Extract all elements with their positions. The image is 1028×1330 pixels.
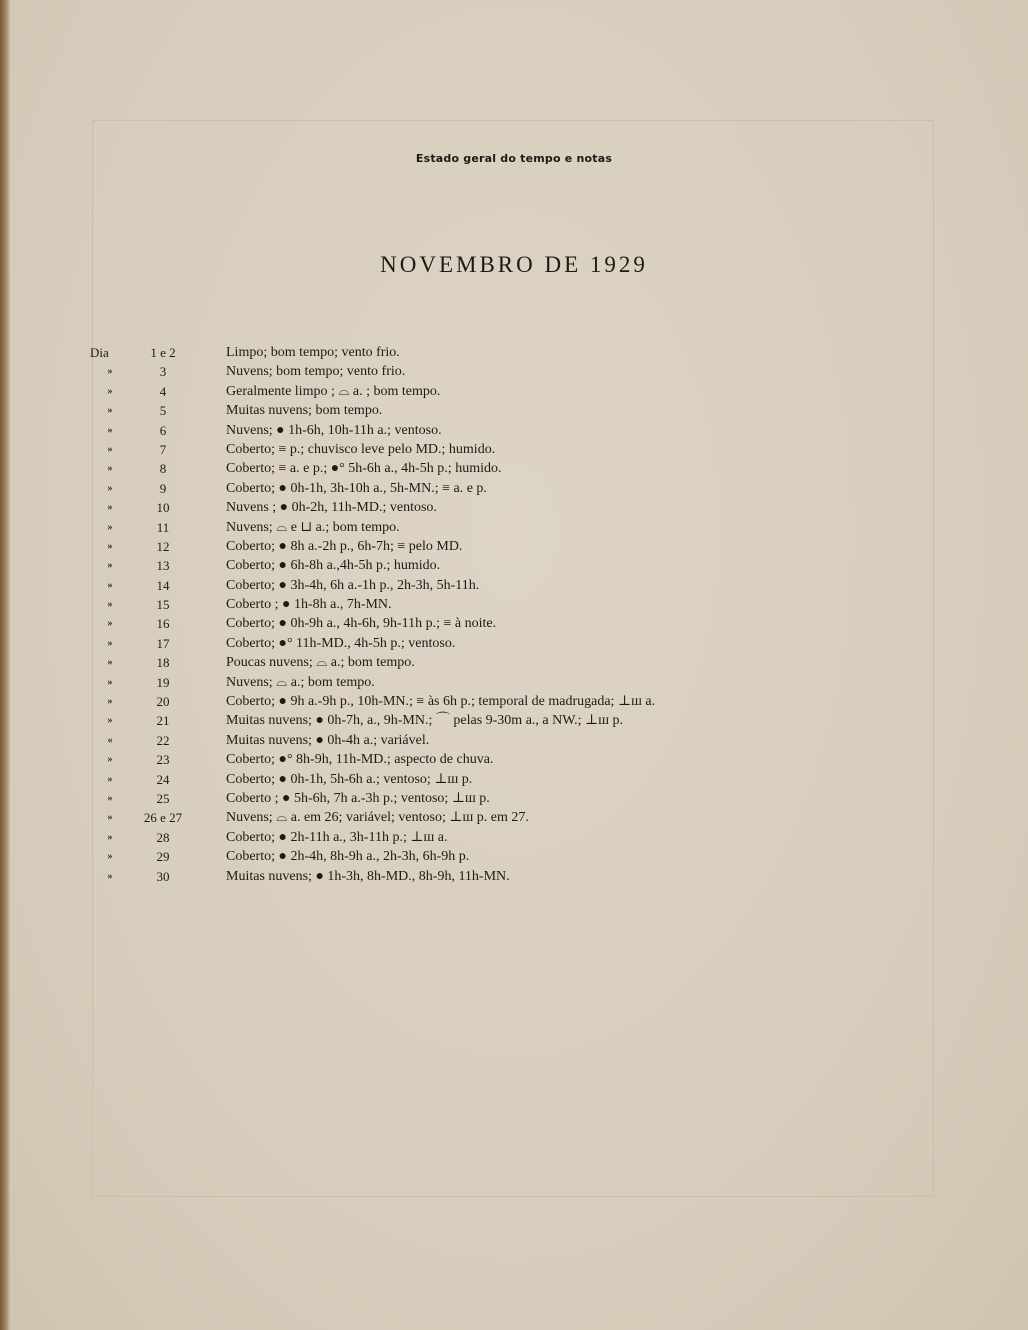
day-number: 22 — [156, 732, 170, 748]
list-item — [90, 401, 790, 420]
weather-description: Coberto; ● 8h a.-2h p., 6h-7h; ≡ pelo MD. — [226, 538, 463, 554]
ditto-mark: « — [107, 734, 113, 746]
list-item — [90, 634, 790, 653]
day-number: 9 — [159, 480, 167, 496]
list-item — [90, 673, 790, 692]
list-item — [90, 808, 790, 827]
list-item — [90, 847, 790, 866]
ditto-mark: » — [107, 637, 113, 649]
weather-description: Coberto; ● 2h-4h, 8h-9h a., 2h-3h, 6h-9h p. — [226, 849, 470, 865]
page-title: NOVEMBRO DE 1929 — [380, 252, 648, 277]
weather-description: Nuvens ; ● 0h-2h, 11h-MD.; ventoso. — [226, 500, 437, 516]
day-number: 12 — [156, 538, 170, 554]
ditto-mark: » — [107, 366, 113, 378]
weather-description: Coberto; ● 0h-9h a., 4h-6h, 9h-11h p.; ≡ à noite. — [226, 616, 497, 632]
day-number: 15 — [156, 597, 170, 613]
running-header: Estado geral do tempo e notas — [415, 152, 613, 165]
weather-description: Coberto; ● 3h-4h, 6h a.-1h p., 2h-3h, 5h-11h. — [226, 577, 480, 593]
ditto-mark: » — [107, 599, 113, 611]
list-item — [90, 731, 790, 750]
weather-description: Coberto; ● 2h-11h a., 3h-11h p.; ⊥ш a. — [226, 829, 448, 845]
list-item — [90, 440, 790, 459]
list-item — [90, 421, 790, 440]
ditto-mark: » — [107, 521, 113, 533]
ditto-mark: » — [107, 560, 113, 572]
day-number: 8 — [159, 461, 167, 477]
day-number: 30 — [156, 868, 170, 884]
day-number: 10 — [156, 500, 170, 516]
day-number: 26 e 27 — [143, 810, 183, 826]
day-number: 19 — [156, 674, 170, 690]
book-spine-edge — [0, 0, 10, 1330]
day-number: 24 — [156, 771, 170, 787]
weather-description: Coberto; ● 0h-1h, 5h-6h a.; ventoso; ⊥ш p. — [226, 771, 473, 787]
list-item — [90, 518, 790, 537]
list-item — [90, 653, 790, 672]
weather-description: Coberto; ●° 8h-9h, 11h-MD.; aspecto de chuva. — [226, 752, 494, 768]
list-item — [90, 770, 790, 789]
ditto-mark: » — [107, 676, 113, 688]
weather-description: Coberto; ●° 11h-MD., 4h-5h p.; ventoso. — [226, 635, 456, 651]
day-number: 1 e 2 — [150, 345, 176, 360]
weather-description: Coberto; ● 6h-8h a.,4h-5h p.; humido. — [226, 558, 441, 574]
ditto-mark: » — [107, 851, 113, 863]
weather-description: Coberto; ≡ p.; chuvisco leve pelo MD.; humido. — [226, 441, 496, 457]
weather-description: Coberto ; ● 5h-6h, 7h a.-3h p.; ventoso; ⊥ш p. — [226, 790, 490, 806]
day-number: 5 — [159, 403, 167, 419]
day-number: 13 — [156, 558, 170, 574]
day-number: 21 — [156, 713, 170, 729]
day-number: 29 — [156, 849, 170, 865]
weather-description: Muitas nuvens; ● 0h-4h a.; variável. — [226, 732, 430, 748]
day-number: 11 — [156, 519, 170, 535]
list-item — [90, 479, 790, 498]
weather-description: Nuvens; ⌓ a.; bom tempo. — [226, 674, 375, 690]
weather-description: Nuvens; ⌓ a. em 26; variável; ventoso; ⊥ш p. em 27. — [226, 810, 529, 826]
weather-description: Muitas nuvens; ● 0h-7h, a., 9h-MN.; ⌒ pelas 9-30m a., a NW.; ⊥ш p. — [226, 713, 624, 729]
weather-description: Coberto; ● 9h a.-9h p., 10h-MN.; ≡ às 6h p.; temporal de madrugada; ⊥ш a. — [226, 694, 656, 710]
day-number: 20 — [156, 694, 170, 710]
list-item — [90, 343, 790, 362]
ditto-mark: » — [107, 773, 113, 785]
day-number: 28 — [156, 829, 170, 845]
ditto-mark: » — [107, 405, 113, 417]
weather-description: Limpo; bom tempo; vento frio. — [226, 345, 400, 360]
ditto-mark: » — [107, 754, 113, 766]
weather-description: Geralmente limpo ; ⌓ a. ; bom tempo. — [226, 383, 441, 399]
list-item — [90, 828, 790, 847]
day-number: 17 — [156, 635, 170, 651]
list-item — [90, 382, 790, 401]
list-item — [90, 614, 790, 633]
ditto-mark: » — [107, 831, 113, 843]
day-number: 14 — [156, 577, 170, 593]
ditto-mark: » — [107, 696, 113, 708]
day-number: 23 — [156, 752, 170, 768]
ditto-mark: » — [107, 385, 113, 397]
ditto-mark: » — [107, 618, 113, 630]
day-number: 3 — [159, 364, 167, 380]
ditto-mark: » — [107, 657, 113, 669]
list-item — [90, 537, 790, 556]
list-item — [90, 556, 790, 575]
dia-label: Dia — [90, 345, 109, 360]
day-number: 18 — [156, 655, 170, 671]
weather-description: Coberto ; ● 1h-8h a., 7h-MN. — [226, 597, 392, 613]
ditto-mark: » — [107, 715, 113, 727]
list-item — [90, 692, 790, 711]
list-item — [90, 867, 790, 886]
list-item — [90, 750, 790, 769]
day-number: 4 — [159, 383, 167, 399]
weather-description: Nuvens; ● 1h-6h, 10h-11h a.; ventoso. — [226, 422, 442, 438]
list-item — [90, 789, 790, 808]
ditto-mark: » — [107, 502, 113, 514]
list-item — [90, 459, 790, 478]
list-item — [90, 711, 790, 730]
list-item — [90, 595, 790, 614]
weather-entries-list — [90, 343, 790, 886]
ditto-mark: » — [107, 579, 113, 591]
ditto-mark: » — [107, 424, 113, 436]
day-number: 6 — [159, 422, 167, 438]
day-number: 25 — [156, 790, 170, 806]
ditto-mark: » — [107, 812, 113, 824]
day-number: 7 — [159, 441, 167, 457]
weather-description: Muitas nuvens; bom tempo. — [226, 403, 383, 419]
weather-description: Nuvens; bom tempo; vento frio. — [226, 364, 406, 380]
day-number: 16 — [156, 616, 170, 632]
weather-description: Coberto; ≡ a. e p.; ●° 5h-6h a., 4h-5h p.; humido. — [226, 461, 502, 477]
list-item — [90, 576, 790, 595]
weather-description: Coberto; ● 0h-1h, 3h-10h a., 5h-MN.; ≡ a. e p. — [226, 480, 487, 496]
ditto-mark: » — [107, 482, 113, 494]
list-item — [90, 362, 790, 381]
ditto-mark: » — [107, 443, 113, 455]
ditto-mark: » — [107, 792, 113, 804]
weather-description: Muitas nuvens; ● 1h-3h, 8h-MD., 8h-9h, 11h-MN. — [226, 868, 510, 884]
list-item — [90, 498, 790, 517]
weather-description: Nuvens; ⌓ e ⊔ a.; bom tempo. — [226, 519, 400, 535]
ditto-mark: » — [107, 870, 113, 882]
ditto-mark: » — [107, 463, 113, 475]
weather-description: Poucas nuvens; ⌓ a.; bom tempo. — [226, 655, 415, 671]
ditto-mark: » — [107, 540, 113, 552]
